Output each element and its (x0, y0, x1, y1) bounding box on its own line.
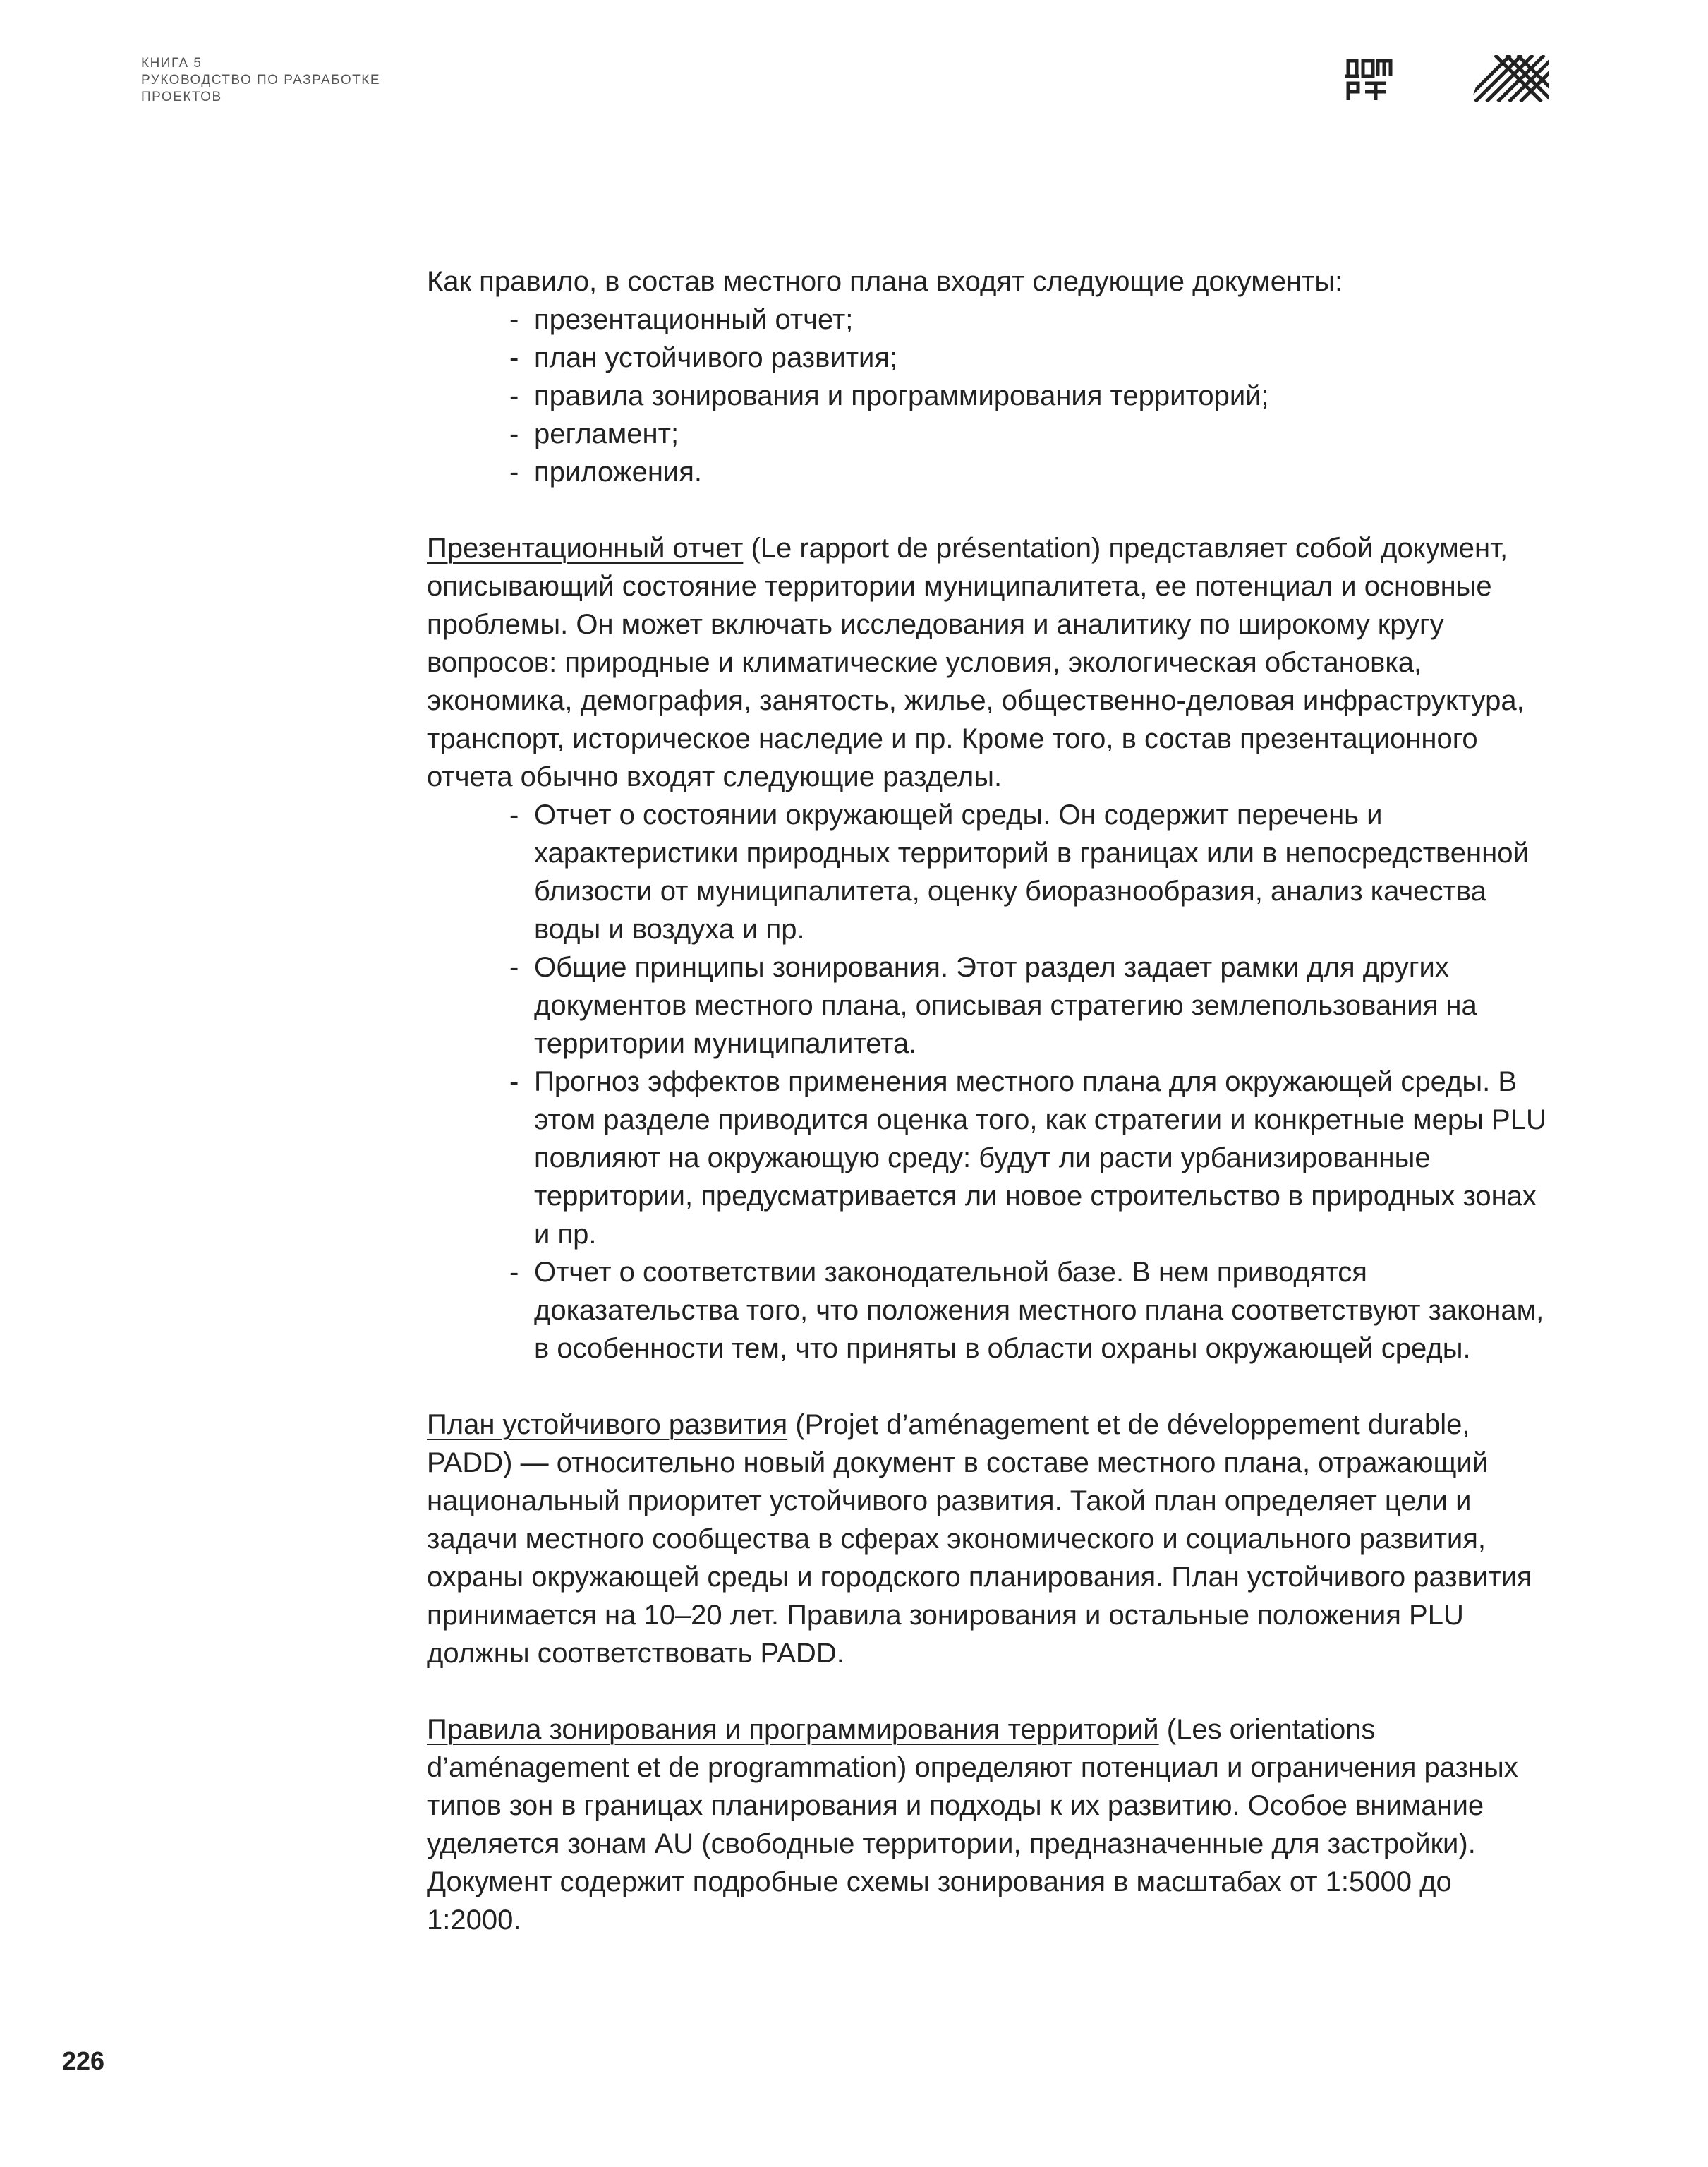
list-item: - регламент; (509, 418, 679, 449)
list-item: - Общие принципы зонирования. Этот раздел задает рамки для других документов местного плана, описывая стратегию землепользования на территории муниципалитета. (509, 952, 1477, 1059)
header-title-line2: ПРОЕКТОВ (141, 90, 222, 104)
padd-text: (Projet d’aménagement et de développement durable, PADD) — относительно новый документ в составе местного плана, отражающий национальный приоритет устойчивого развития. Такой план определяет цели и задачи местного сообщества в сферах экономического и социального развития, охраны окружающей среды и городского планирования. План устойчивого развития принимается на 10–20 лет. Правила зонирования и остальные положения PLU должны соответствовать PADD. (427, 1409, 1532, 1669)
list-item: - презентационный отчет; (509, 304, 854, 335)
list-item: - Отчет о состоянии окружающей среды. Он содержит перечень и характеристики природных территорий в границах или в непосредственной близости от муниципалитета, оценку биоразнообразия, анализ качества воды и воздуха и пр. (509, 799, 1529, 945)
list-item: - приложения. (509, 457, 703, 488)
padd-term: План устойчивого развития (427, 1409, 788, 1440)
header-title-line1: РУКОВОДСТВО ПО РАЗРАБОТКЕ (141, 73, 381, 87)
orientations-term: Правила зонирования и программирования территорий (427, 1714, 1159, 1745)
list-item: - план устойчивого развития; (509, 342, 898, 373)
padd-paragraph (427, 1406, 1549, 1672)
main-text (427, 262, 1549, 1939)
intro-lead: Как правило, в состав местного плана входят следующие документы: (427, 266, 1343, 297)
orientations-paragraph (427, 1710, 1549, 1939)
intro-list (427, 301, 1549, 491)
list-item: - Прогноз эффектов применения местного плана для окружающей среды. В этом разделе приводится оценка того, как стратегии и конкретные меры PLU повлияют на окружающую среду: будут ли расти урбанизированные территории, предусматривается ли новое строительство в природных зонах и пр. (509, 1066, 1546, 1250)
orientations-text: (Les orientations d’aménagement et de programmation) определяют потенциал и ограничения разных типов зон в границах планирования и подходы к их развитию. Особое внимание уделяется зонам AU (свободные территории, предназначенные для застройки). Документ содержит подробные схемы зонирования в масштабах от 1:5000 до 1:2000. (427, 1714, 1518, 1936)
header-book: КНИГА 5 (141, 56, 202, 71)
presentation-text: (Le rapport de présentation) представляет собой документ, описывающий состояние территории муниципалитета, ее потенциал и основные проблемы. Он может включать исследования и аналитику по широкому кругу вопросов: природные и климатические условия, экологическая обстановка, экономика, демография, занятость, жилье, общественно-деловая инфраструктура, транспорт, историческое наследие и пр. Кроме того, в состав презентационного отчета обычно входят следующие разделы. (427, 533, 1525, 792)
presentation-term: Презентационный отчет (427, 533, 744, 564)
running-header (141, 55, 380, 106)
dom-rf-logo-icon (1344, 55, 1395, 104)
presentation-paragraph (427, 529, 1549, 796)
presentation-list (427, 796, 1549, 1368)
list-item: - Отчет о соответствии законодательной базе. В нем приводятся доказательства того, что положения местного плана соответствуют законам, в особенности тем, что приняты в области охраны окружающей среды. (509, 1257, 1544, 1364)
list-item: - правила зонирования и программирования территорий; (509, 380, 1269, 411)
hatch-pattern-logo-icon (1471, 55, 1549, 102)
page-number: 226 (62, 2046, 105, 2075)
